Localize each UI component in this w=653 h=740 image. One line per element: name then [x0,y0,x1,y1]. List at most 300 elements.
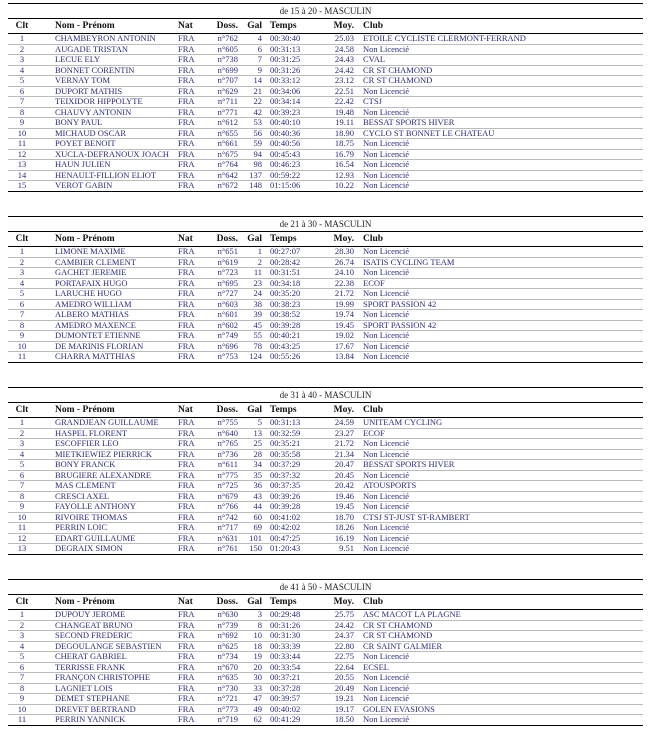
cell-doss: n°707 [208,76,238,87]
spacer [262,704,270,715]
cell-club: Non Licencié [363,268,643,279]
spacer [354,439,363,450]
cell-temps: 00:39:26 [270,491,320,502]
spacer [354,299,363,310]
cell-moy: 22.51 [320,86,354,97]
spacer [36,65,55,76]
cell-nom: HENAULT-FILLION ELIOT [55,170,178,181]
table-row [8,299,643,310]
spacer [354,673,363,684]
cell-temps: 00:34:14 [270,97,320,108]
spacer [262,523,270,534]
spacer [262,170,270,181]
cell-club: BESSAT SPORTS HIVER [363,118,643,129]
header-moy: Moy. [320,595,354,610]
cell-doss: n°742 [208,512,238,523]
header-nat: Nat [178,403,208,418]
spacer [262,620,270,631]
header-clt: Clt [8,232,36,247]
cell-gal: 9 [238,65,262,76]
cell-club: Non Licencié [363,439,643,450]
cell-club: Non Licencié [363,523,643,534]
cell-moy: 24.42 [320,620,354,631]
cell-gal: 8 [238,620,262,631]
spacer [354,694,363,705]
table-row [8,341,643,352]
cell-temps: 00:41:29 [270,715,320,726]
cell-nat: FRA [178,523,208,534]
table-row [8,523,643,534]
table-row [8,128,643,139]
spacer [354,641,363,652]
spacer [262,278,270,289]
cell-club: Non Licencié [363,331,643,342]
cell-moy: 9.51 [320,544,354,555]
cell-temps: 00:31:26 [270,65,320,76]
spacer [262,97,270,108]
cell-nom: CHAUVY ANTONIN [55,107,178,118]
cell-club: Non Licencié [363,673,643,684]
cell-club: Non Licencié [363,139,643,150]
header-club: Club [363,595,643,610]
spacer [354,289,363,300]
cell-nom: DEMET STEPHANE [55,694,178,705]
cell-nat: FRA [178,257,208,268]
cell-moy: 16.54 [320,160,354,171]
spacer [36,418,55,429]
header-gal: Gal [238,19,262,34]
cell-nat: FRA [178,449,208,460]
cell-temps: 00:32:59 [270,428,320,439]
spacer [262,55,270,66]
cell-moy: 25.75 [320,610,354,621]
cell-moy: 19.21 [320,694,354,705]
spacer [36,652,55,663]
cell-nat: FRA [178,544,208,555]
table-row [8,449,643,460]
table-row [8,278,643,289]
cell-nat: FRA [178,352,208,363]
cell-nom: BONY FRANCK [55,460,178,471]
cell-gal: 39 [238,310,262,321]
cell-temps: 00:59:22 [270,170,320,181]
cell-nom: RIVOIRE THOMAS [55,512,178,523]
cell-clt: 2 [8,44,36,55]
spacer [354,502,363,513]
cell-doss: n°711 [208,97,238,108]
spacer [262,310,270,321]
spacer [262,673,270,684]
section-title: de 15 à 20 - MASCULIN [8,3,643,19]
cell-doss: n°670 [208,662,238,673]
cell-club: Non Licencié [363,181,643,192]
cell-temps: 00:37:29 [270,460,320,471]
spacer [354,76,363,87]
cell-temps: 00:29:48 [270,610,320,621]
cell-clt: 6 [8,470,36,481]
header-club: Club [363,19,643,34]
cell-gal: 20 [238,662,262,673]
cell-moy: 19.45 [320,502,354,513]
table-row [8,533,643,544]
cell-clt: 10 [8,512,36,523]
cell-doss: n°611 [208,460,238,471]
cell-temps: 00:55:26 [270,352,320,363]
header-moy: Moy. [320,403,354,418]
spacer [354,257,363,268]
table-row [8,247,643,258]
cell-moy: 20.42 [320,481,354,492]
cell-nom: DREVET BERTRAND [55,704,178,715]
cell-clt: 11 [8,523,36,534]
cell-nat: FRA [178,481,208,492]
cell-clt: 4 [8,278,36,289]
cell-moy: 18.70 [320,512,354,523]
cell-clt: 4 [8,449,36,460]
header-doss: Doss. [208,595,238,610]
spacer [262,428,270,439]
cell-moy: 25.03 [320,34,354,45]
cell-gal: 94 [238,149,262,160]
cell-doss: n°679 [208,491,238,502]
cell-club: Non Licencié [363,449,643,460]
cell-nom: HAUN JULIEN [55,160,178,171]
table-row [8,652,643,663]
spacer [36,631,55,642]
cell-doss: n°762 [208,34,238,45]
spacer [36,683,55,694]
header-temps: Temps [270,19,320,34]
cell-moy: 24.37 [320,631,354,642]
cell-doss: n°675 [208,149,238,160]
cell-nat: FRA [178,620,208,631]
header-nom: Nom - Prénom [55,19,178,34]
spacer [262,118,270,129]
cell-club: CR ST CHAMOND [363,76,643,87]
spacer [354,65,363,76]
cell-nom: VEROT GABIN [55,181,178,192]
cell-temps: 00:46:23 [270,160,320,171]
spacer [262,341,270,352]
cell-doss: n°771 [208,107,238,118]
cell-temps: 00:39:28 [270,502,320,513]
cell-gal: 56 [238,128,262,139]
cell-moy: 20.47 [320,460,354,471]
cell-club: ECSEL [363,662,643,673]
cell-moy: 19.74 [320,310,354,321]
cell-nom: LAGNIET LOIS [55,683,178,694]
cell-club: CR SAINT GALMIER [363,641,643,652]
spacer [354,533,363,544]
cell-moy: 18.90 [320,128,354,139]
spacer [354,352,363,363]
cell-nat: FRA [178,86,208,97]
spacer [354,19,363,34]
cell-clt: 2 [8,257,36,268]
cell-clt: 1 [8,610,36,621]
cell-doss: n°764 [208,160,238,171]
cell-club: ECOF [363,428,643,439]
cell-gal: 2 [238,257,262,268]
cell-moy: 19.48 [320,107,354,118]
cell-clt: 11 [8,139,36,150]
cell-nat: FRA [178,139,208,150]
spacer [36,502,55,513]
cell-moy: 18.50 [320,715,354,726]
cell-gal: 18 [238,641,262,652]
cell-doss: n°661 [208,139,238,150]
cell-moy: 24.42 [320,65,354,76]
spacer [262,65,270,76]
cell-moy: 18.75 [320,139,354,150]
cell-doss: n°630 [208,610,238,621]
spacer [36,247,55,258]
table-row [8,502,643,513]
cell-club: Non Licencié [363,310,643,321]
cell-temps: 00:40:02 [270,704,320,715]
cell-gal: 148 [238,181,262,192]
cell-gal: 34 [238,460,262,471]
cell-clt: 6 [8,662,36,673]
cell-nat: FRA [178,44,208,55]
spacer [354,704,363,715]
spacer [354,595,363,610]
cell-clt: 3 [8,268,36,279]
cell-gal: 101 [238,533,262,544]
cell-doss: n°655 [208,128,238,139]
cell-club: ASC MACOT LA PLAGNE [363,610,643,621]
cell-moy: 24.59 [320,418,354,429]
cell-gal: 47 [238,694,262,705]
table-row [8,268,643,279]
table-row [8,44,643,55]
spacer [262,320,270,331]
spacer [36,403,55,418]
table-row [8,181,643,192]
spacer [36,460,55,471]
cell-temps: 00:31:26 [270,620,320,631]
cell-moy: 17.67 [320,341,354,352]
table-row [8,610,643,621]
cell-gal: 10 [238,631,262,642]
spacer [262,352,270,363]
cell-clt: 12 [8,533,36,544]
spacer [354,44,363,55]
spacer [36,595,55,610]
cell-nat: FRA [178,65,208,76]
cell-moy: 12.93 [320,170,354,181]
cell-temps: 00:33:54 [270,662,320,673]
cell-gal: 24 [238,289,262,300]
cell-club: Non Licencié [363,149,643,160]
cell-doss: n°696 [208,341,238,352]
cell-nom: TERRISSE FRANK [55,662,178,673]
cell-moy: 23.27 [320,428,354,439]
cell-nat: FRA [178,55,208,66]
table-row [8,149,643,160]
cell-moy: 20.55 [320,673,354,684]
cell-doss: n°761 [208,544,238,555]
cell-moy: 22.42 [320,97,354,108]
spacer [262,652,270,663]
table-row [8,460,643,471]
spacer [354,149,363,160]
table-header-row [8,595,643,610]
cell-gal: 137 [238,170,262,181]
spacer [354,610,363,621]
spacer [262,512,270,523]
cell-club: Non Licencié [363,341,643,352]
cell-clt: 8 [8,683,36,694]
cell-nat: FRA [178,268,208,279]
header-doss: Doss. [208,232,238,247]
cell-club: Non Licencié [363,491,643,502]
cell-nom: AUGADE TRISTAN [55,44,178,55]
spacer [36,55,55,66]
spacer [262,715,270,726]
cell-clt: 1 [8,34,36,45]
header-nat: Nat [178,19,208,34]
cell-nom: VERNAY TOM [55,76,178,87]
cell-nom: CHERAT GABRIEL [55,652,178,663]
spacer [354,481,363,492]
header-clt: Clt [8,19,36,34]
cell-club: Non Licencié [363,544,643,555]
cell-clt: 9 [8,118,36,129]
spacer [354,34,363,45]
cell-doss: n°602 [208,320,238,331]
cell-temps: 00:37:35 [270,481,320,492]
cell-nat: FRA [178,310,208,321]
spacer [36,118,55,129]
header-doss: Doss. [208,19,238,34]
cell-temps: 00:33:39 [270,641,320,652]
spacer [354,139,363,150]
spacer [36,620,55,631]
table-row [8,491,643,502]
cell-club: SPORT PASSION 42 [363,299,643,310]
cell-doss: n°725 [208,481,238,492]
cell-doss: n°619 [208,257,238,268]
cell-nat: FRA [178,34,208,45]
cell-temps: 00:33:12 [270,76,320,87]
header-gal: Gal [238,232,262,247]
cell-moy: 20.45 [320,470,354,481]
results-section [8,579,643,726]
spacer [262,460,270,471]
table-row [8,97,643,108]
cell-doss: n°672 [208,181,238,192]
header-moy: Moy. [320,19,354,34]
cell-nat: FRA [178,512,208,523]
cell-moy: 24.58 [320,44,354,55]
cell-nat: FRA [178,181,208,192]
header-temps: Temps [270,232,320,247]
spacer [36,19,55,34]
cell-temps: 00:37:28 [270,683,320,694]
spacer [262,107,270,118]
cell-clt: 4 [8,641,36,652]
cell-nom: CRESCI AXEL [55,491,178,502]
cell-moy: 24.43 [320,55,354,66]
cell-gal: 42 [238,107,262,118]
spacer [354,55,363,66]
spacer [36,641,55,652]
cell-clt: 11 [8,715,36,726]
cell-clt: 3 [8,439,36,450]
results-section [8,216,643,363]
table-row [8,160,643,171]
cell-temps: 00:40:56 [270,139,320,150]
spacer [36,470,55,481]
cell-nom: FRANÇON CHRISTOPHE [55,673,178,684]
cell-gal: 78 [238,341,262,352]
cell-gal: 25 [238,439,262,450]
spacer [36,149,55,160]
cell-gal: 4 [238,34,262,45]
header-temps: Temps [270,403,320,418]
spacer [262,610,270,621]
cell-doss: n°692 [208,631,238,642]
spacer [262,257,270,268]
cell-club: Non Licencié [363,652,643,663]
spacer [262,86,270,97]
cell-doss: n°727 [208,289,238,300]
cell-doss: n°629 [208,86,238,97]
cell-temps: 00:39:23 [270,107,320,118]
spacer [262,160,270,171]
cell-club: CTSJ [363,97,643,108]
cell-moy: 26.74 [320,257,354,268]
cell-nom: POYET BENOIT [55,139,178,150]
cell-temps: 00:31:13 [270,44,320,55]
cell-clt: 15 [8,181,36,192]
cell-nom: LECUE ELY [55,55,178,66]
spacer [36,160,55,171]
cell-gal: 1 [238,247,262,258]
cell-clt: 5 [8,289,36,300]
header-clt: Clt [8,403,36,418]
spacer [36,533,55,544]
cell-nom: CHANGEAT BRUNO [55,620,178,631]
spacer [36,310,55,321]
cell-gal: 7 [238,55,262,66]
cell-moy: 19.46 [320,491,354,502]
cell-moy: 13.84 [320,352,354,363]
cell-doss: n°775 [208,470,238,481]
spacer [262,641,270,652]
cell-nom: DEGOULANGE SEBASTIEN [55,641,178,652]
cell-nat: FRA [178,299,208,310]
spacer [354,97,363,108]
spacer [262,289,270,300]
cell-gal: 33 [238,683,262,694]
cell-club: CR ST CHAMOND [363,631,643,642]
cell-gal: 22 [238,97,262,108]
cell-clt: 3 [8,55,36,66]
spacer [262,544,270,555]
results-table [8,403,643,555]
cell-temps: 00:35:58 [270,449,320,460]
spacer [262,662,270,673]
cell-gal: 11 [238,268,262,279]
spacer [36,257,55,268]
cell-moy: 24.10 [320,268,354,279]
cell-nat: FRA [178,439,208,450]
cell-nom: ESCOFFIER LEO [55,439,178,450]
spacer [354,247,363,258]
table-row [8,55,643,66]
